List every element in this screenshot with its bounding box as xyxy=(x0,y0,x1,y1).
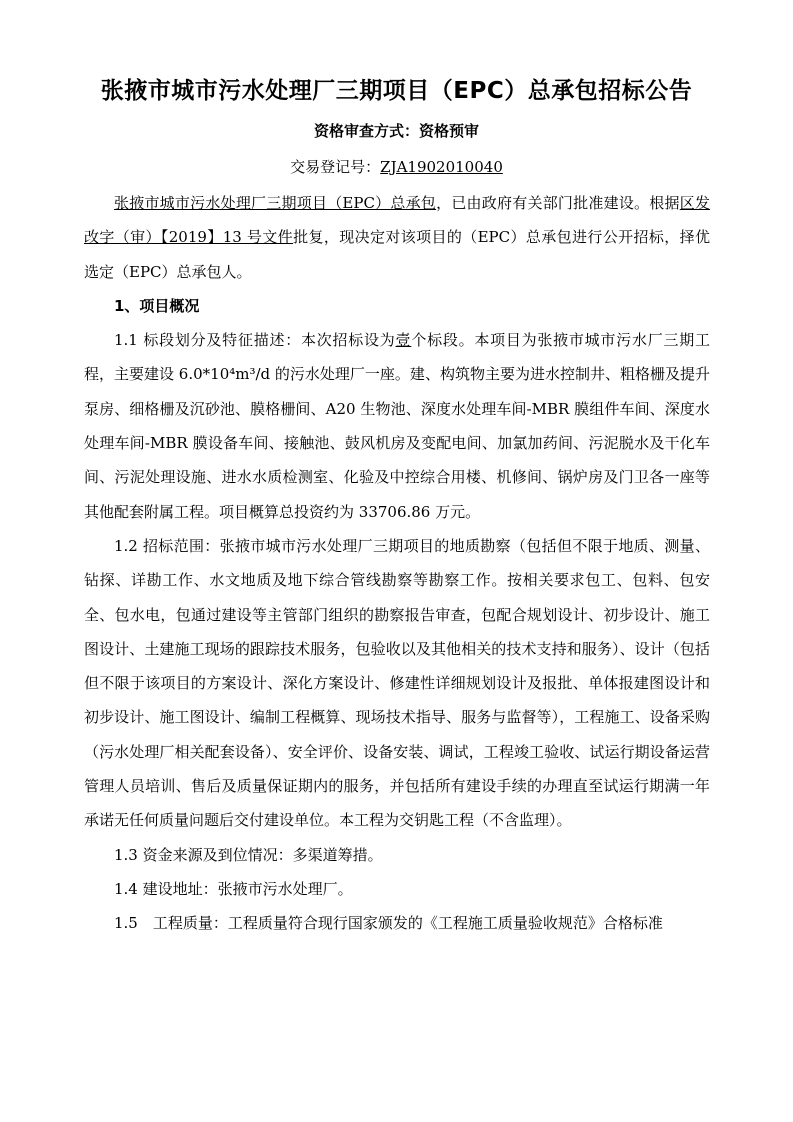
registration-label: 交易登记号： xyxy=(290,158,381,176)
intro-document-ref: 区发改字（审）【2019】13 号文件 xyxy=(84,194,710,247)
section-1-3: 1.3 资金来源及到位情况：多渠道筹措。 xyxy=(114,845,383,864)
section-1-1 xyxy=(84,323,710,529)
section-1-5: 1.5 工程质量：工程质量符合现行国家颁发的《工程施工质量验收规范》合格标准 xyxy=(114,914,663,933)
intro-project-name: 张掖市城市污水处理厂三期项目（EPC）总承包 xyxy=(114,194,437,212)
registration-number xyxy=(0,156,793,177)
section-1-1-part2: 个标段。本项目为张掖市城市污水厂三期工程，主要建设 6.0*10⁴m³/d 的污水处理厂一座。建、构筑物主要为进水控制井、粗格栅及提升泵房、细格栅及沉砂池、膜格栅间、A20 生物池、深度水处理车间-MBR 膜组件车间、深度水处理车间-MBR 膜设备车间、接触池、鼓风机房及变配电间、加氯加药间、污泥脱水及干化车间、污泥处理设施、进水水质检测室、化验及中控综合用楼、机修间、锅炉房及门卫各一座等其他配套附属工程。项目概算总投资约为 33706.86 万元。 xyxy=(84,331,710,521)
intro-text-1: ，已由政府有关部门批准建设。根据 xyxy=(436,194,680,212)
document-body xyxy=(84,186,710,941)
intro-paragraph xyxy=(84,186,710,289)
section-1-1-part1: 1.1 标段划分及特征描述：本次招标设为 xyxy=(114,331,396,350)
section-1-2: 1.2 招标范围：张掖市城市污水处理厂三期项目的地质勘察（包括但不限于地质、测量、钻探、详勘工作、水文地质及地下综合管线勘察等勘察工作。按相关要求包工、包料、包安全、包水电，包通过建设等主管部门组织的勘察报告审查，包配合规划设计、初步设计、施工图设计、土建施工现场的跟踪技术服务，包验收以及其他相关的技术支持和服务）、设计（包括但不限于该项目的方案设计、深化方案设计、修建性详细规划设计及报批、单体报建图设计和初步设计、施工图设计、编制工程概算、现场技术指导、服务与监督等），工程施工、设备采购（污水处理厂相关配套设备）、安全评价、设备安装、调试，工程竣工验收、试运行期设备运营管理人员培训、售后及质量保证期内的服务，并包括所有建设手续的办理直至试运行期满一年承诺无任何质量问题后交付建设单位。本工程为交钥匙工程（不含监理）。 xyxy=(84,536,710,830)
section-1-4: 1.4 建设地址：张掖市污水处理厂。 xyxy=(114,879,353,898)
section-1-heading: 1、项目概况 xyxy=(114,296,200,315)
intro-text-2: 批复，现决定对该项目的（EPC）总承包进行公开招标，择优选定（EPC）总承包人。 xyxy=(84,228,711,281)
section-1-1-count: 壹 xyxy=(395,331,412,350)
document-title: 张掖市城市污水处理厂三期项目（EPC）总承包招标公告 xyxy=(100,78,693,104)
review-method: 资格审查方式：资格预审 xyxy=(313,122,479,140)
registration-code: ZJA1902010040 xyxy=(380,158,503,176)
